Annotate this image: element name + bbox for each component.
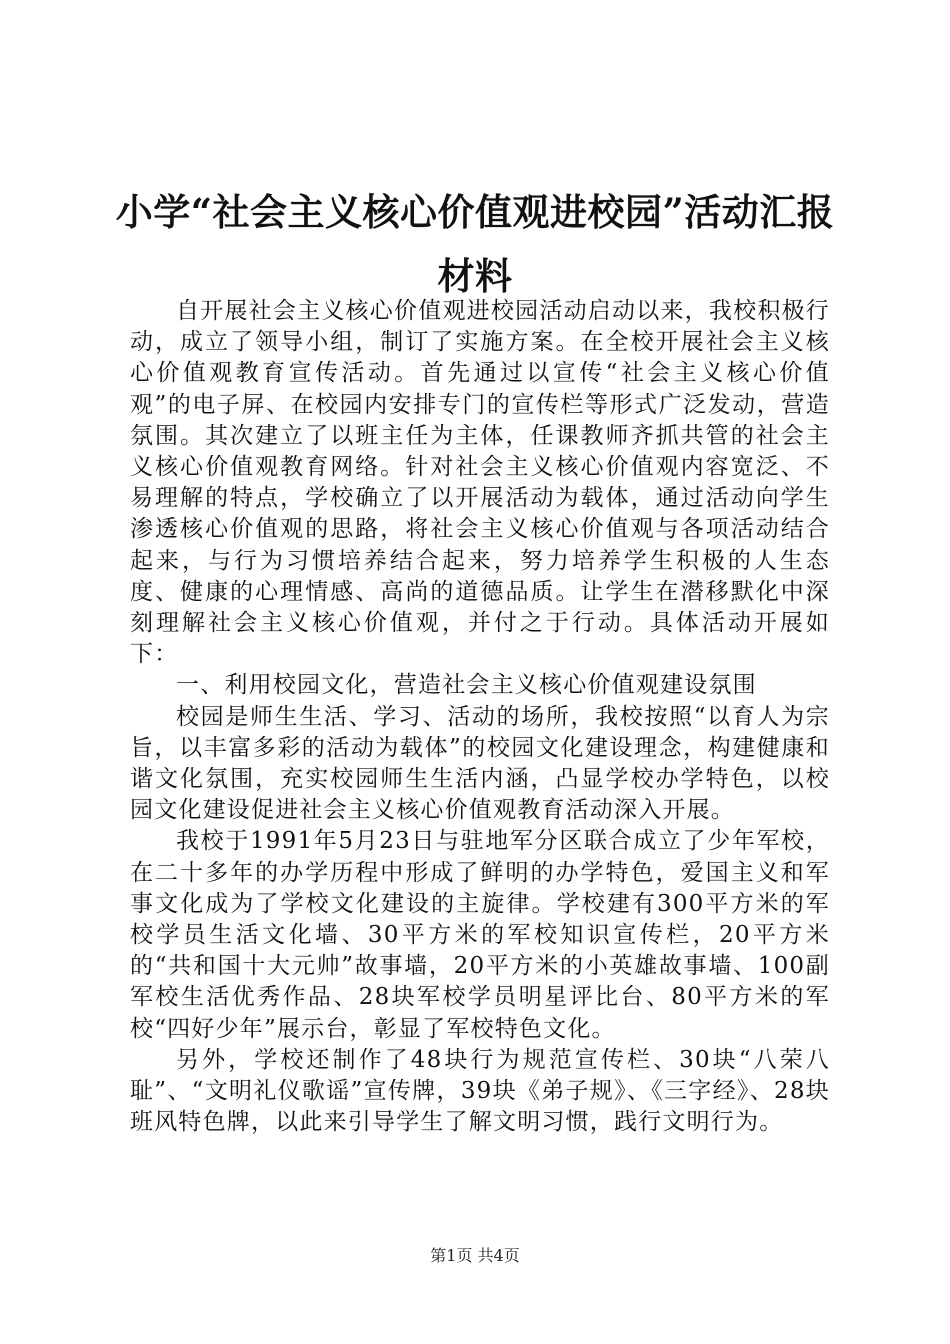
document-title: 小学“社会主义核心价值观进校园”活动汇报材料 — [115, 190, 835, 298]
paragraph-military-school: 我校于1991年5月23日与驻地军分区联合成立了少年军校，在二十多年的办学历程中形成了鲜明的办学特色，爱国主义和军事文化成为了学校文化建设的主旋律。学校建有300平方米的军校学员生活文化墙、30平方米的军校知识宣传栏，20平方米的“共和国十大元帅”故事墙，20平方米的小英雄故事墙、100副军校生活优秀作品、28块军校学员明星评比台、80平方米的军校“四好少年”展示台，彰显了军校特色文化。 — [130, 828, 830, 1042]
paragraph-intro: 自开展社会主义核心价值观进校园活动启动以来，我校积极行动，成立了领导小组，制订了实施方案。在全校开展社会主义核心价值观教育宣传活动。首先通过以宣传“社会主义核心价值观”的电子屏、在校园内安排专门的宣传栏等形式广泛发动，营造氛围。其次建立了以班主任为主体，任课教师齐抓共管的社会主义核心价值观教育网络。针对社会主义核心价值观内容宽泛、不易理解的特点，学校确立了以开展活动为载体，通过活动向学生渗透核心价值观的思路，将社会主义核心价值观与各项活动结合起来，与行为习惯培养结合起来，努力培养学生积极的人生态度、健康的心理情感、高尚的道德品质。让学生在潜移默化中深刻理解社会主义核心价值观，并付之于行动。具体活动开展如下： — [130, 298, 830, 668]
document-body — [130, 296, 830, 1138]
paragraph-other-boards: 另外，学校还制作了48块行为规范宣传栏、30块“八荣八耻”、“文明礼仪歌谣”宣传牌，39块《弟子规》、《三字经》、28块班风特色牌，以此来引导学生了解文明习惯，践行文明行为。 — [130, 1046, 830, 1136]
section-heading-1: 一、利用校园文化，营造社会主义核心价值观建设氛围 — [176, 672, 757, 699]
paragraph-campus-culture: 校园是师生生活、学习、活动的场所，我校按照“以育人为宗旨，以丰富多彩的活动为载体”的校园文化建设理念，构建健康和谐文化氛围，充实校园师生生活内涵，凸显学校办学特色，以校园文化建设促进社会主义核心价值观教育活动深入开展。 — [130, 703, 830, 824]
page-number: 第1页 共4页 — [430, 1246, 520, 1265]
